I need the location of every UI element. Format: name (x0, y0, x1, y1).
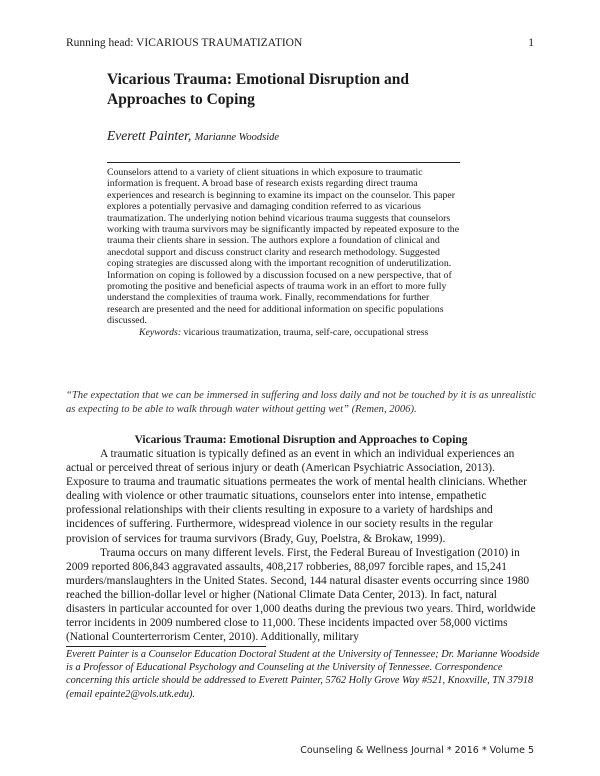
keywords (107, 327, 462, 338)
journal-footer: Counseling & Wellness Journal * 2016 * Volume 5 (300, 745, 534, 756)
keywords-label: Keywords: (139, 326, 182, 338)
keywords-list: vicarious traumatization, trauma, self-care, occupational stress (183, 326, 429, 338)
author-footnote: Everett Painter is a Counselor Education Doctoral Student at the University of Tennessee; Dr. Marianne Woodside is a Professor of Educational Psychology and Counseling at the University of Tennessee. Correspondence concerning this article should be addressed to Everett Painter, 5762 Holly Grove Way #521, Knoxville, TN 37918 (email epainte2@vols.utk.edu). (66, 649, 540, 700)
body-paragraph: Trauma occurs on many different levels. First, the Federal Bureau of Investigation (2010) in 2009 reported 806,843 aggravated assaults, 408,217 robberies, 88,097 forcible rapes, and 15,241 murders/manslaughters in the United States. Second, 144 natural disaster events occurring since 1980 reached the billion-dollar level or higher (National Climate Data Center, 2013). In fact, natural disasters in particular accounted for over 1,000 deaths during the previous two years. Third, worldwide terror incidents in 2009 numbered close to 11,000. These incidents impacted over 58,000 victims (National Counterterrorism Center, 2010). Additionally, military (66, 546, 536, 644)
page-number: 1 (528, 37, 534, 49)
abstract-divider (107, 162, 460, 163)
abstract (107, 167, 462, 338)
epigraph-quote: “The expectation that we can be immersed in suffering and loss daily and not be touched by it is as unrealistic as expecting to be able to walk through water without getting wet” (Remen, 2006). (66, 390, 536, 415)
abstract-text: Counselors attend to a variety of client situations in which exposure to traumatic information is frequent. A broad base of research exists regarding direct trauma experiences and research is beginning to examine its impact on the counselor. This paper explores a potentially pervasive and damaging condition referred to as vicarious traumatization. The underlying notion behind vicarious trauma suggests that counselors working with trauma survivors may be significantly impacted by repeated exposure to the trauma their clients share in session. The authors explore a foundation of clinical and anecdotal support and discuss construct clarity and research methodology. Suggested coping strategies are discussed along with the important recognition of underutilization. Information on coping is followed by a discussion focused on a new perspective, that of promoting the positive and beneficial aspects of trauma work in an effort to more fully understand the complexities of trauma work. Finally, recommendations for further research are presented and the need for additional information on specific populations discussed. (107, 167, 460, 327)
body-paragraph: A traumatic situation is typically defined as an event in which an individual experiences an actual or perceived threat of serious injury or death (American Psychiatric Association, 2013). Exposure to trauma and traumatic situations permeates the work of mental health clinicians. Whether dealing with violence or other traumatic situations, counselors enter into intense, empathetic professional relationships with their clients resulting in exposure to a variety of hardships and incidences of suffering. Furthermore, widespread violence in our society results in the regular provision of services for trauma survivors (Brady, Guy, Poelstra, & Brokaw, 1999). (66, 448, 527, 545)
author-first: Everett Painter, (107, 128, 192, 143)
author-second: Marianne Woodside (194, 132, 280, 143)
article-title: Vicarious Trauma: Emotional Disruption and Approaches to Coping (107, 71, 410, 108)
running-head: Running head: VICARIOUS TRAUMATIZATION (66, 37, 303, 49)
body-text (66, 447, 536, 644)
section-heading: Vicarious Trauma: Emotional Disruption and Approaches to Coping (134, 434, 468, 446)
author-line (107, 128, 279, 144)
footnote-divider (66, 646, 266, 647)
